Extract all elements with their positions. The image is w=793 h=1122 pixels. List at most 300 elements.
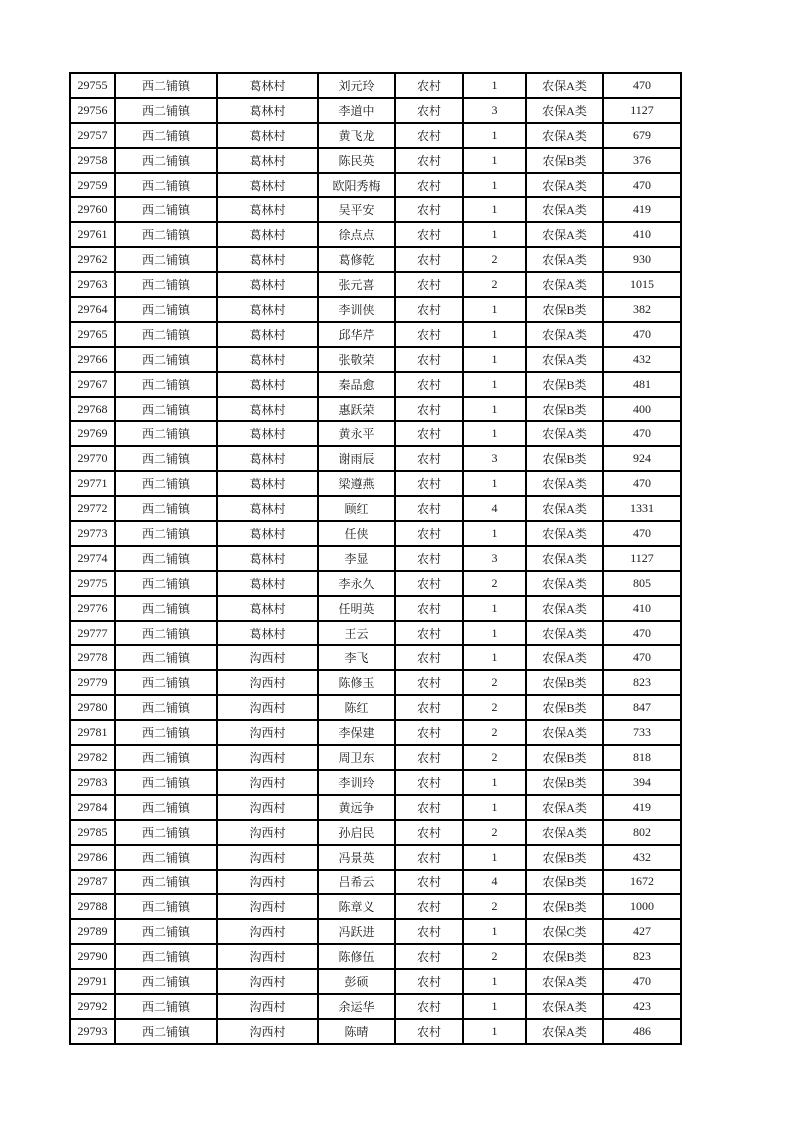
- table-cell-residence-type: 农村: [395, 421, 463, 446]
- table-cell-serial-no: 29773: [70, 521, 115, 546]
- table-cell-residence-type: 农村: [395, 521, 463, 546]
- table-cell-insurance-category: 农保A类: [526, 73, 603, 98]
- table-cell-insurance-category: 农保A类: [526, 621, 603, 646]
- table-cell-person-count: 4: [463, 496, 526, 521]
- table-cell-person-count: 1: [463, 123, 526, 148]
- table-cell-amount: 1127: [603, 546, 681, 571]
- records-table: [69, 72, 682, 1045]
- table-cell-residence-type: 农村: [395, 969, 463, 994]
- table-cell-person-count: 1: [463, 1019, 526, 1044]
- table-cell-amount: 679: [603, 123, 681, 148]
- table-cell-residence-type: 农村: [395, 471, 463, 496]
- table-cell-amount: 823: [603, 944, 681, 969]
- table-cell-insurance-category: 农保B类: [526, 944, 603, 969]
- table-cell-residence-type: 农村: [395, 944, 463, 969]
- table-cell-name: 徐点点: [318, 222, 395, 247]
- table-cell-serial-no: 29769: [70, 421, 115, 446]
- table-cell-person-count: 1: [463, 297, 526, 322]
- table-cell-serial-no: 29760: [70, 197, 115, 222]
- table-cell-village: 葛林村: [217, 521, 318, 546]
- table-cell-insurance-category: 农保B类: [526, 297, 603, 322]
- table-cell-amount: 419: [603, 795, 681, 820]
- table-cell-residence-type: 农村: [395, 397, 463, 422]
- table-cell-village: 沟西村: [217, 720, 318, 745]
- table-cell-serial-no: 29770: [70, 446, 115, 471]
- table-cell-town: 西二铺镇: [115, 820, 217, 845]
- table-cell-amount: 1000: [603, 894, 681, 919]
- table-cell-serial-no: 29793: [70, 1019, 115, 1044]
- table-cell-person-count: 2: [463, 944, 526, 969]
- table-cell-person-count: 1: [463, 222, 526, 247]
- table-cell-serial-no: 29759: [70, 173, 115, 198]
- table-cell-village: 葛林村: [217, 496, 318, 521]
- table-cell-name: 李保建: [318, 720, 395, 745]
- table-cell-serial-no: 29755: [70, 73, 115, 98]
- table-cell-insurance-category: 农保A类: [526, 521, 603, 546]
- table-cell-amount: 1672: [603, 870, 681, 895]
- table-row: [70, 1019, 681, 1044]
- table-cell-insurance-category: 农保A类: [526, 173, 603, 198]
- table-cell-amount: 410: [603, 596, 681, 621]
- table-cell-village: 沟西村: [217, 894, 318, 919]
- table-cell-amount: 394: [603, 770, 681, 795]
- table-cell-insurance-category: 农保A类: [526, 222, 603, 247]
- table-cell-insurance-category: 农保A类: [526, 471, 603, 496]
- table-cell-insurance-category: 农保A类: [526, 571, 603, 596]
- table-cell-amount: 470: [603, 471, 681, 496]
- table-cell-town: 西二铺镇: [115, 745, 217, 770]
- table-cell-person-count: 1: [463, 322, 526, 347]
- table-cell-insurance-category: 农保A类: [526, 123, 603, 148]
- table-row: [70, 820, 681, 845]
- table-cell-insurance-category: 农保A类: [526, 98, 603, 123]
- table-cell-insurance-category: 农保B类: [526, 397, 603, 422]
- table-cell-village: 葛林村: [217, 247, 318, 272]
- table-cell-person-count: 1: [463, 795, 526, 820]
- table-cell-residence-type: 农村: [395, 496, 463, 521]
- table-cell-village: 沟西村: [217, 645, 318, 670]
- table-cell-residence-type: 农村: [395, 123, 463, 148]
- table-cell-town: 西二铺镇: [115, 969, 217, 994]
- table-cell-residence-type: 农村: [395, 1019, 463, 1044]
- table-cell-residence-type: 农村: [395, 272, 463, 297]
- table-row: [70, 397, 681, 422]
- table-cell-amount: 847: [603, 695, 681, 720]
- table-cell-serial-no: 29792: [70, 994, 115, 1019]
- table-cell-insurance-category: 农保A类: [526, 720, 603, 745]
- table-cell-name: 王云: [318, 621, 395, 646]
- table-row: [70, 222, 681, 247]
- table-cell-name: 陈修伍: [318, 944, 395, 969]
- table-cell-name: 李永久: [318, 571, 395, 596]
- table-cell-name: 陈晴: [318, 1019, 395, 1044]
- table-row: [70, 894, 681, 919]
- table-row: [70, 845, 681, 870]
- table-cell-insurance-category: 农保A类: [526, 969, 603, 994]
- table-cell-village: 葛林村: [217, 596, 318, 621]
- table-cell-amount: 410: [603, 222, 681, 247]
- table-cell-residence-type: 农村: [395, 795, 463, 820]
- table-cell-residence-type: 农村: [395, 894, 463, 919]
- table-cell-name: 李训侠: [318, 297, 395, 322]
- table-cell-insurance-category: 农保A类: [526, 994, 603, 1019]
- table-cell-residence-type: 农村: [395, 845, 463, 870]
- table-cell-insurance-category: 农保A类: [526, 197, 603, 222]
- table-row: [70, 546, 681, 571]
- table-cell-village: 沟西村: [217, 695, 318, 720]
- table-cell-town: 西二铺镇: [115, 720, 217, 745]
- table-cell-village: 沟西村: [217, 820, 318, 845]
- table-cell-amount: 823: [603, 670, 681, 695]
- table-cell-town: 西二铺镇: [115, 670, 217, 695]
- table-cell-serial-no: 29783: [70, 770, 115, 795]
- table-cell-name: 邱华芹: [318, 322, 395, 347]
- table-cell-insurance-category: 农保C类: [526, 919, 603, 944]
- table-cell-amount: 432: [603, 845, 681, 870]
- table-cell-town: 西二铺镇: [115, 446, 217, 471]
- table-cell-person-count: 1: [463, 770, 526, 795]
- table-cell-name: 黄远争: [318, 795, 395, 820]
- table-cell-village: 沟西村: [217, 1019, 318, 1044]
- table-cell-person-count: 2: [463, 894, 526, 919]
- table-row: [70, 471, 681, 496]
- table-cell-town: 西二铺镇: [115, 148, 217, 173]
- table-cell-residence-type: 农村: [395, 919, 463, 944]
- table-cell-village: 葛林村: [217, 571, 318, 596]
- table-cell-serial-no: 29779: [70, 670, 115, 695]
- table-row: [70, 969, 681, 994]
- table-cell-serial-no: 29791: [70, 969, 115, 994]
- table-cell-insurance-category: 农保B类: [526, 845, 603, 870]
- table-cell-insurance-category: 农保A类: [526, 795, 603, 820]
- table-cell-name: 吕希云: [318, 870, 395, 895]
- table-cell-person-count: 2: [463, 670, 526, 695]
- table-row: [70, 596, 681, 621]
- table-cell-name: 李飞: [318, 645, 395, 670]
- table-row: [70, 347, 681, 372]
- table-cell-village: 葛林村: [217, 372, 318, 397]
- table-cell-serial-no: 29789: [70, 919, 115, 944]
- table-cell-village: 沟西村: [217, 969, 318, 994]
- table-cell-name: 张元喜: [318, 272, 395, 297]
- table-cell-town: 西二铺镇: [115, 919, 217, 944]
- table-cell-person-count: 3: [463, 98, 526, 123]
- table-cell-residence-type: 农村: [395, 197, 463, 222]
- table-cell-person-count: 4: [463, 870, 526, 895]
- table-cell-residence-type: 农村: [395, 870, 463, 895]
- table-cell-insurance-category: 农保A类: [526, 1019, 603, 1044]
- table-cell-village: 沟西村: [217, 670, 318, 695]
- table-cell-name: 李道中: [318, 98, 395, 123]
- table-cell-person-count: 1: [463, 521, 526, 546]
- table-cell-name: 陈民英: [318, 148, 395, 173]
- table-row: [70, 571, 681, 596]
- table-cell-serial-no: 29764: [70, 297, 115, 322]
- table-cell-amount: 818: [603, 745, 681, 770]
- table-cell-town: 西二铺镇: [115, 222, 217, 247]
- table-cell-amount: 427: [603, 919, 681, 944]
- table-cell-village: 葛林村: [217, 347, 318, 372]
- table-cell-serial-no: 29776: [70, 596, 115, 621]
- table-cell-amount: 376: [603, 148, 681, 173]
- table-cell-person-count: 1: [463, 845, 526, 870]
- table-cell-village: 葛林村: [217, 197, 318, 222]
- table-cell-serial-no: 29768: [70, 397, 115, 422]
- table-row: [70, 372, 681, 397]
- table-cell-insurance-category: 农保B类: [526, 695, 603, 720]
- table-cell-person-count: 2: [463, 272, 526, 297]
- table-cell-village: 沟西村: [217, 944, 318, 969]
- table-cell-person-count: 2: [463, 571, 526, 596]
- table-cell-amount: 486: [603, 1019, 681, 1044]
- table-row: [70, 322, 681, 347]
- table-cell-residence-type: 农村: [395, 148, 463, 173]
- table-cell-town: 西二铺镇: [115, 621, 217, 646]
- table-cell-insurance-category: 农保B类: [526, 870, 603, 895]
- table-cell-town: 西二铺镇: [115, 98, 217, 123]
- table-cell-insurance-category: 农保A类: [526, 322, 603, 347]
- table-cell-insurance-category: 农保B类: [526, 670, 603, 695]
- table-cell-serial-no: 29771: [70, 471, 115, 496]
- table-cell-person-count: 1: [463, 347, 526, 372]
- table-cell-residence-type: 农村: [395, 994, 463, 1019]
- table-cell-residence-type: 农村: [395, 571, 463, 596]
- table-cell-village: 葛林村: [217, 546, 318, 571]
- table-cell-town: 西二铺镇: [115, 372, 217, 397]
- table-cell-amount: 805: [603, 571, 681, 596]
- table-cell-person-count: 1: [463, 421, 526, 446]
- table-cell-name: 冯跃进: [318, 919, 395, 944]
- table-cell-amount: 470: [603, 521, 681, 546]
- table-cell-insurance-category: 农保A类: [526, 347, 603, 372]
- table-cell-residence-type: 农村: [395, 720, 463, 745]
- table-row: [70, 745, 681, 770]
- table-cell-village: 葛林村: [217, 222, 318, 247]
- table-body: [70, 73, 681, 1044]
- table-row: [70, 421, 681, 446]
- table-cell-person-count: 1: [463, 919, 526, 944]
- table-cell-amount: 432: [603, 347, 681, 372]
- table-cell-amount: 470: [603, 73, 681, 98]
- table-cell-town: 西二铺镇: [115, 571, 217, 596]
- table-cell-person-count: 1: [463, 73, 526, 98]
- table-cell-town: 西二铺镇: [115, 521, 217, 546]
- table-cell-amount: 470: [603, 173, 681, 198]
- table-cell-serial-no: 29790: [70, 944, 115, 969]
- table-row: [70, 123, 681, 148]
- table-cell-town: 西二铺镇: [115, 596, 217, 621]
- table-cell-insurance-category: 农保B类: [526, 148, 603, 173]
- table-cell-town: 西二铺镇: [115, 247, 217, 272]
- table-cell-insurance-category: 农保B类: [526, 372, 603, 397]
- table-cell-village: 沟西村: [217, 795, 318, 820]
- table-cell-town: 西二铺镇: [115, 770, 217, 795]
- table-row: [70, 770, 681, 795]
- table-cell-village: 葛林村: [217, 123, 318, 148]
- table-cell-serial-no: 29785: [70, 820, 115, 845]
- table-cell-amount: 470: [603, 421, 681, 446]
- table-cell-town: 西二铺镇: [115, 994, 217, 1019]
- table-cell-village: 沟西村: [217, 870, 318, 895]
- table-cell-person-count: 1: [463, 645, 526, 670]
- table-cell-person-count: 1: [463, 397, 526, 422]
- table-cell-name: 吴平安: [318, 197, 395, 222]
- table-cell-amount: 470: [603, 969, 681, 994]
- table-cell-serial-no: 29787: [70, 870, 115, 895]
- table-cell-name: 李训玲: [318, 770, 395, 795]
- table-cell-name: 余运华: [318, 994, 395, 1019]
- table-cell-person-count: 2: [463, 820, 526, 845]
- table-cell-serial-no: 29763: [70, 272, 115, 297]
- table-cell-town: 西二铺镇: [115, 397, 217, 422]
- table-cell-residence-type: 农村: [395, 446, 463, 471]
- table-cell-town: 西二铺镇: [115, 894, 217, 919]
- table-cell-village: 葛林村: [217, 272, 318, 297]
- table-cell-town: 西二铺镇: [115, 845, 217, 870]
- table-cell-person-count: 3: [463, 446, 526, 471]
- table-cell-town: 西二铺镇: [115, 421, 217, 446]
- table-cell-insurance-category: 农保B类: [526, 745, 603, 770]
- table-row: [70, 795, 681, 820]
- table-cell-serial-no: 29765: [70, 322, 115, 347]
- table-cell-amount: 1331: [603, 496, 681, 521]
- table-cell-amount: 423: [603, 994, 681, 1019]
- table-cell-name: 李显: [318, 546, 395, 571]
- table-cell-town: 西二铺镇: [115, 347, 217, 372]
- table-cell-residence-type: 农村: [395, 695, 463, 720]
- table-cell-town: 西二铺镇: [115, 197, 217, 222]
- table-cell-residence-type: 农村: [395, 322, 463, 347]
- table-cell-name: 欧阳秀梅: [318, 173, 395, 198]
- table-cell-village: 葛林村: [217, 98, 318, 123]
- table-cell-village: 沟西村: [217, 919, 318, 944]
- table-cell-town: 西二铺镇: [115, 73, 217, 98]
- table-cell-town: 西二铺镇: [115, 645, 217, 670]
- table-cell-amount: 802: [603, 820, 681, 845]
- table-cell-name: 梁遵燕: [318, 471, 395, 496]
- table-cell-residence-type: 农村: [395, 347, 463, 372]
- table-cell-village: 葛林村: [217, 173, 318, 198]
- table-cell-amount: 470: [603, 621, 681, 646]
- table-cell-village: 葛林村: [217, 148, 318, 173]
- table-cell-residence-type: 农村: [395, 173, 463, 198]
- table-row: [70, 98, 681, 123]
- table-cell-person-count: 2: [463, 745, 526, 770]
- table-row: [70, 247, 681, 272]
- table-cell-village: 葛林村: [217, 471, 318, 496]
- table-cell-residence-type: 农村: [395, 670, 463, 695]
- table-cell-serial-no: 29780: [70, 695, 115, 720]
- table-row: [70, 944, 681, 969]
- table-cell-name: 任侠: [318, 521, 395, 546]
- table-cell-insurance-category: 农保B类: [526, 446, 603, 471]
- table-cell-town: 西二铺镇: [115, 322, 217, 347]
- table-cell-residence-type: 农村: [395, 247, 463, 272]
- table-cell-village: 沟西村: [217, 770, 318, 795]
- table-row: [70, 919, 681, 944]
- table-cell-name: 刘元玲: [318, 73, 395, 98]
- table-cell-name: 黄永平: [318, 421, 395, 446]
- table-row: [70, 148, 681, 173]
- table-cell-town: 西二铺镇: [115, 944, 217, 969]
- table-cell-insurance-category: 农保A类: [526, 421, 603, 446]
- table-cell-amount: 930: [603, 247, 681, 272]
- table-cell-serial-no: 29772: [70, 496, 115, 521]
- table-cell-amount: 470: [603, 645, 681, 670]
- table-row: [70, 870, 681, 895]
- table-cell-amount: 400: [603, 397, 681, 422]
- table-cell-name: 任明英: [318, 596, 395, 621]
- table-row: [70, 994, 681, 1019]
- table-cell-village: 葛林村: [217, 297, 318, 322]
- table-cell-serial-no: 29778: [70, 645, 115, 670]
- table-row: [70, 73, 681, 98]
- table-cell-insurance-category: 农保A类: [526, 496, 603, 521]
- table-cell-residence-type: 农村: [395, 596, 463, 621]
- table-cell-amount: 419: [603, 197, 681, 222]
- table-cell-town: 西二铺镇: [115, 546, 217, 571]
- table-cell-amount: 470: [603, 322, 681, 347]
- table-cell-name: 谢雨辰: [318, 446, 395, 471]
- table-cell-serial-no: 29775: [70, 571, 115, 596]
- table-cell-name: 冯景英: [318, 845, 395, 870]
- table-cell-serial-no: 29784: [70, 795, 115, 820]
- table-cell-person-count: 1: [463, 471, 526, 496]
- table-cell-town: 西二铺镇: [115, 471, 217, 496]
- table-cell-town: 西二铺镇: [115, 297, 217, 322]
- table-cell-residence-type: 农村: [395, 546, 463, 571]
- table-cell-serial-no: 29782: [70, 745, 115, 770]
- table-cell-name: 葛修乾: [318, 247, 395, 272]
- table-cell-village: 葛林村: [217, 446, 318, 471]
- table-cell-name: 彭硕: [318, 969, 395, 994]
- table-cell-residence-type: 农村: [395, 73, 463, 98]
- table-cell-serial-no: 29758: [70, 148, 115, 173]
- table-cell-name: 秦品愈: [318, 372, 395, 397]
- table-cell-person-count: 2: [463, 247, 526, 272]
- table-cell-person-count: 1: [463, 173, 526, 198]
- table-cell-serial-no: 29786: [70, 845, 115, 870]
- table-cell-name: 陈章义: [318, 894, 395, 919]
- table-row: [70, 297, 681, 322]
- table-cell-person-count: 1: [463, 148, 526, 173]
- table-row: [70, 695, 681, 720]
- table-cell-town: 西二铺镇: [115, 1019, 217, 1044]
- table-cell-name: 周卫东: [318, 745, 395, 770]
- table-cell-village: 葛林村: [217, 421, 318, 446]
- table-cell-name: 孙启民: [318, 820, 395, 845]
- table-cell-insurance-category: 农保A类: [526, 596, 603, 621]
- table-cell-name: 张敬荣: [318, 347, 395, 372]
- table-cell-residence-type: 农村: [395, 372, 463, 397]
- table-cell-person-count: 1: [463, 621, 526, 646]
- table-cell-insurance-category: 农保A类: [526, 820, 603, 845]
- table-cell-amount: 1015: [603, 272, 681, 297]
- table-row: [70, 446, 681, 471]
- table-cell-name: 陈修玉: [318, 670, 395, 695]
- table-cell-serial-no: 29761: [70, 222, 115, 247]
- table-cell-serial-no: 29757: [70, 123, 115, 148]
- table-cell-person-count: 2: [463, 720, 526, 745]
- table-cell-town: 西二铺镇: [115, 272, 217, 297]
- table-cell-village: 沟西村: [217, 845, 318, 870]
- table-cell-person-count: 1: [463, 197, 526, 222]
- table-cell-village: 葛林村: [217, 322, 318, 347]
- table-cell-town: 西二铺镇: [115, 695, 217, 720]
- table-cell-serial-no: 29777: [70, 621, 115, 646]
- table-cell-town: 西二铺镇: [115, 870, 217, 895]
- table-cell-amount: 733: [603, 720, 681, 745]
